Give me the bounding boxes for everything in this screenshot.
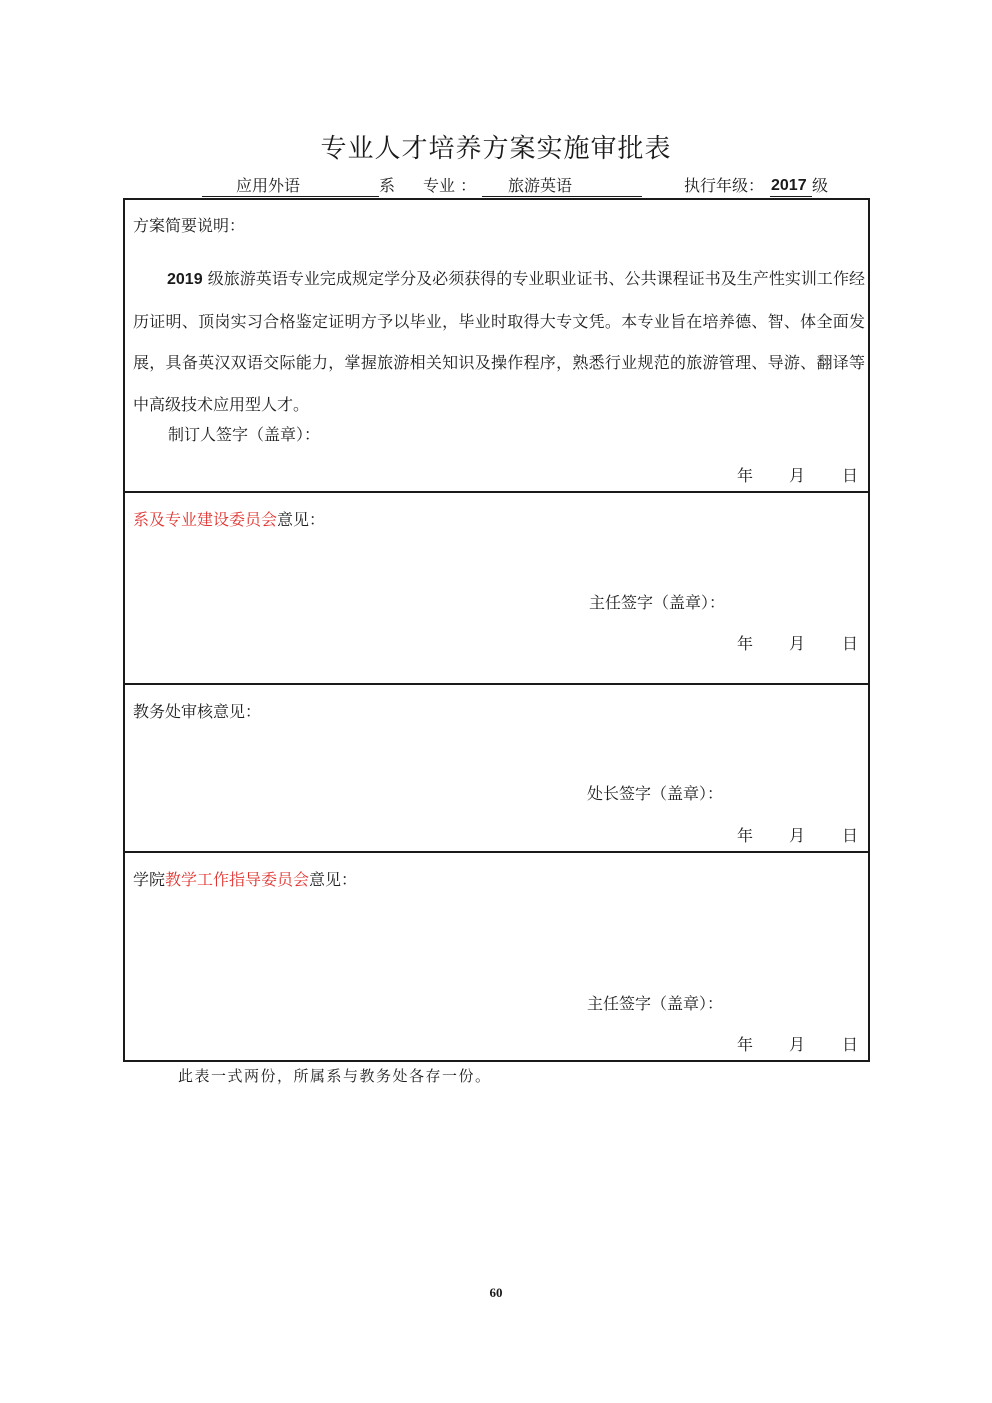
section2-signature: 主任签字（盖章）： (589, 593, 726, 612)
section2-date-month: 月 (789, 634, 806, 653)
section4-heading-prefix: 学院 (133, 870, 166, 889)
section3-date-month: 月 (789, 826, 806, 845)
page-number: 60 (489, 1285, 503, 1300)
page-title: 专业人才培养方案实施审批表 (320, 134, 672, 164)
grade-year: 2017 (771, 177, 807, 194)
section3-date-day: 日 (842, 826, 859, 845)
department-suffix: 系 (379, 176, 396, 195)
section4-heading (133, 870, 357, 890)
section-divider-3 (123, 851, 870, 853)
section1-date-month: 月 (789, 466, 806, 485)
section2-heading-rest: 意见： (277, 510, 326, 529)
paragraph-year: 2019 (167, 271, 203, 288)
paragraph-text: 级旅游英语专业完成规定学分及必须获得的专业职业证书、公共课程证书及生产性实训工作经历证明、顶岗实习合格鉴定证明方予以毕业，毕业时取得大专文凭。本专业旨在培养德、智、体全面发展，具备英汉双语交际能力，掌握旅游相关知识及操作程序，熟悉行业规范的旅游管理、导游、翻译等中高级技术应用型人才。 (133, 269, 865, 414)
section3-heading: 教务处审核意见： (133, 702, 262, 721)
section4-date-month: 月 (789, 1035, 806, 1054)
section2-date-year: 年 (737, 634, 754, 653)
major-label: 专业 ： (423, 176, 477, 195)
grade-label: 执行年级： (684, 176, 765, 195)
section4-date-year: 年 (737, 1035, 754, 1054)
grade-suffix: 级 (812, 176, 829, 195)
section4-heading-rest: 意见： (309, 870, 358, 889)
grade-underline (770, 196, 812, 197)
section3-date-year: 年 (737, 826, 754, 845)
section1-date-day: 日 (842, 466, 859, 485)
section1-signature: 制订人签字（盖章）： (168, 425, 321, 444)
section2-heading-red: 系及专业建设委员会 (133, 510, 278, 529)
section2-date-day: 日 (842, 634, 859, 653)
section-divider-1 (123, 491, 870, 493)
section1-heading: 方案简要说明： (133, 216, 246, 235)
section4-heading-red: 教学工作指导委员会 (165, 870, 310, 889)
section1-date-year: 年 (737, 466, 754, 485)
footnote: 此表一式两份，所属系与教务处各存一份。 (178, 1067, 492, 1085)
department-underline (202, 196, 379, 197)
department-value: 应用外语 (236, 176, 301, 195)
section2-heading (133, 510, 325, 530)
section4-date-day: 日 (842, 1035, 859, 1054)
section-divider-2 (123, 683, 870, 685)
section1-paragraph (133, 258, 865, 425)
major-underline (482, 196, 642, 197)
major-value: 旅游英语 (508, 176, 573, 195)
section3-signature: 处长签字（盖章）： (587, 784, 724, 803)
section4-signature: 主任签字（盖章）： (587, 994, 724, 1013)
